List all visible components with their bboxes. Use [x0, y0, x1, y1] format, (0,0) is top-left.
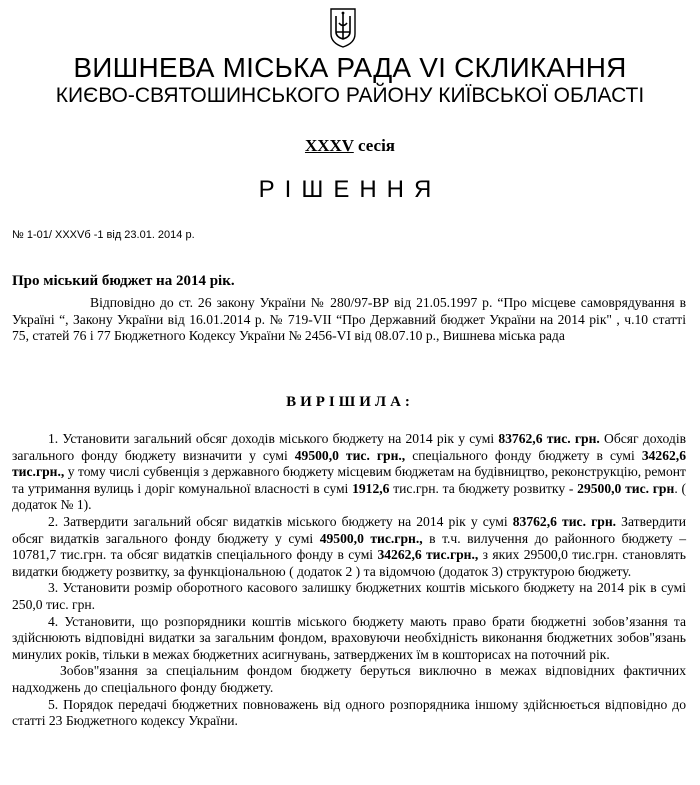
item-5: 5. Порядок передачі бюджетних повноважень від одного розпорядника іншому здійснюється відповідно до статті 23 Бюджетного кодексу України. — [12, 696, 686, 729]
session-number: XXXV — [304, 136, 354, 155]
preamble-paragraph: Відповідно до ст. 26 закону України № 280/97-ВР від 21.05.1997 р. “Про місцеве самоврядування в Україні “, Закону України від 16.01.2014 р. № 719-VII “Про Державний бюджет України на 2014 рік" , ч.10 статті 75, статей 76 і 77 Бюджетного Кодексу України № 2456-VI від 08.07.10 р., Вишнева міська рада — [12, 295, 686, 344]
trident-coat-of-arms-icon — [330, 8, 356, 48]
decided-heading: ВИРІШИЛА: — [286, 394, 414, 410]
council-title: ВИШНЕВА МІСЬКА РАДА VI СКЛИКАННЯ — [73, 52, 627, 83]
session-word: сесія — [358, 136, 396, 155]
item-1: 1. Установити загальний обсяг доходів міського бюджету на 2014 рік у сумі 83762,6 тис. грн. Обсяг доходів загального фонду бюджету визначити у сумі 49500,0 тис. грн., спеціального фонду бюджету в сумі 34262,6 тис.грн., у тому числі субвенція з державного бюджету місцевим бюджетам на будівництво, реконструкцію, ремонт та утримання вулиць і доріг комунальної власності в сумі 1912,6 тис.грн. та бюджету розвитку - 29500,0 тис. грн. ( додаток № 1). — [12, 431, 687, 513]
item-4-continued: Зобов"язання за спеціальним фондом бюджету беруться виключно в межах відповідних фактичних надходжень до спеціального фонду бюджету. — [12, 663, 686, 695]
decision-heading: РІШЕННЯ — [258, 176, 442, 203]
decision-subject: Про міський бюджет на 2014 рік. — [12, 273, 235, 289]
decision-items — [12, 431, 686, 730]
item-3: 3. Установити розмір оборотного касового залишку бюджетних коштів міського бюджету на 2014 рік в сумі 250,0 тис. грн. — [12, 580, 686, 612]
item-2: 2. Затвердити загальний обсяг видатків міського бюджету на 2014 рік у сумі 83762,6 тис. грн. Затвердити обсяг видатків загального фонду бюджету у сумі 49500,0 тис.грн., в т.ч. вилучення до районного бюджету – 10781,7 тис.грн. та обсяг видатків спеціального фонду в сумі 34262,6 тис.грн., з яких 29500,0 тис.грн. становлять видатки бюджету розвитку, за функціональною ( додаток 2 ) та відомчою (додаток 3) структурою бюджету. — [12, 513, 687, 579]
district-title: КИЄВО-СВЯТОШИНСЬКОГО РАЙОНУ КИЇВСЬКОЇ ОБЛАСТІ — [55, 84, 645, 107]
registration-number: № 1-01/ XXXVб -1 від 23.01. 2014 р. — [12, 229, 195, 241]
session-line — [0, 136, 700, 156]
item-4: 4. Установити, що розпорядники коштів міського бюджету мають право брати бюджетні зобов’язання та здійснюють відповідні видатки за загальним фондом, враховуючи необхідність виконання бюджетних зобов"язань минулих років, тільки в межах бюджетних асигнувань, затверджених їм в кошторисах на поточний рік. — [12, 613, 686, 662]
